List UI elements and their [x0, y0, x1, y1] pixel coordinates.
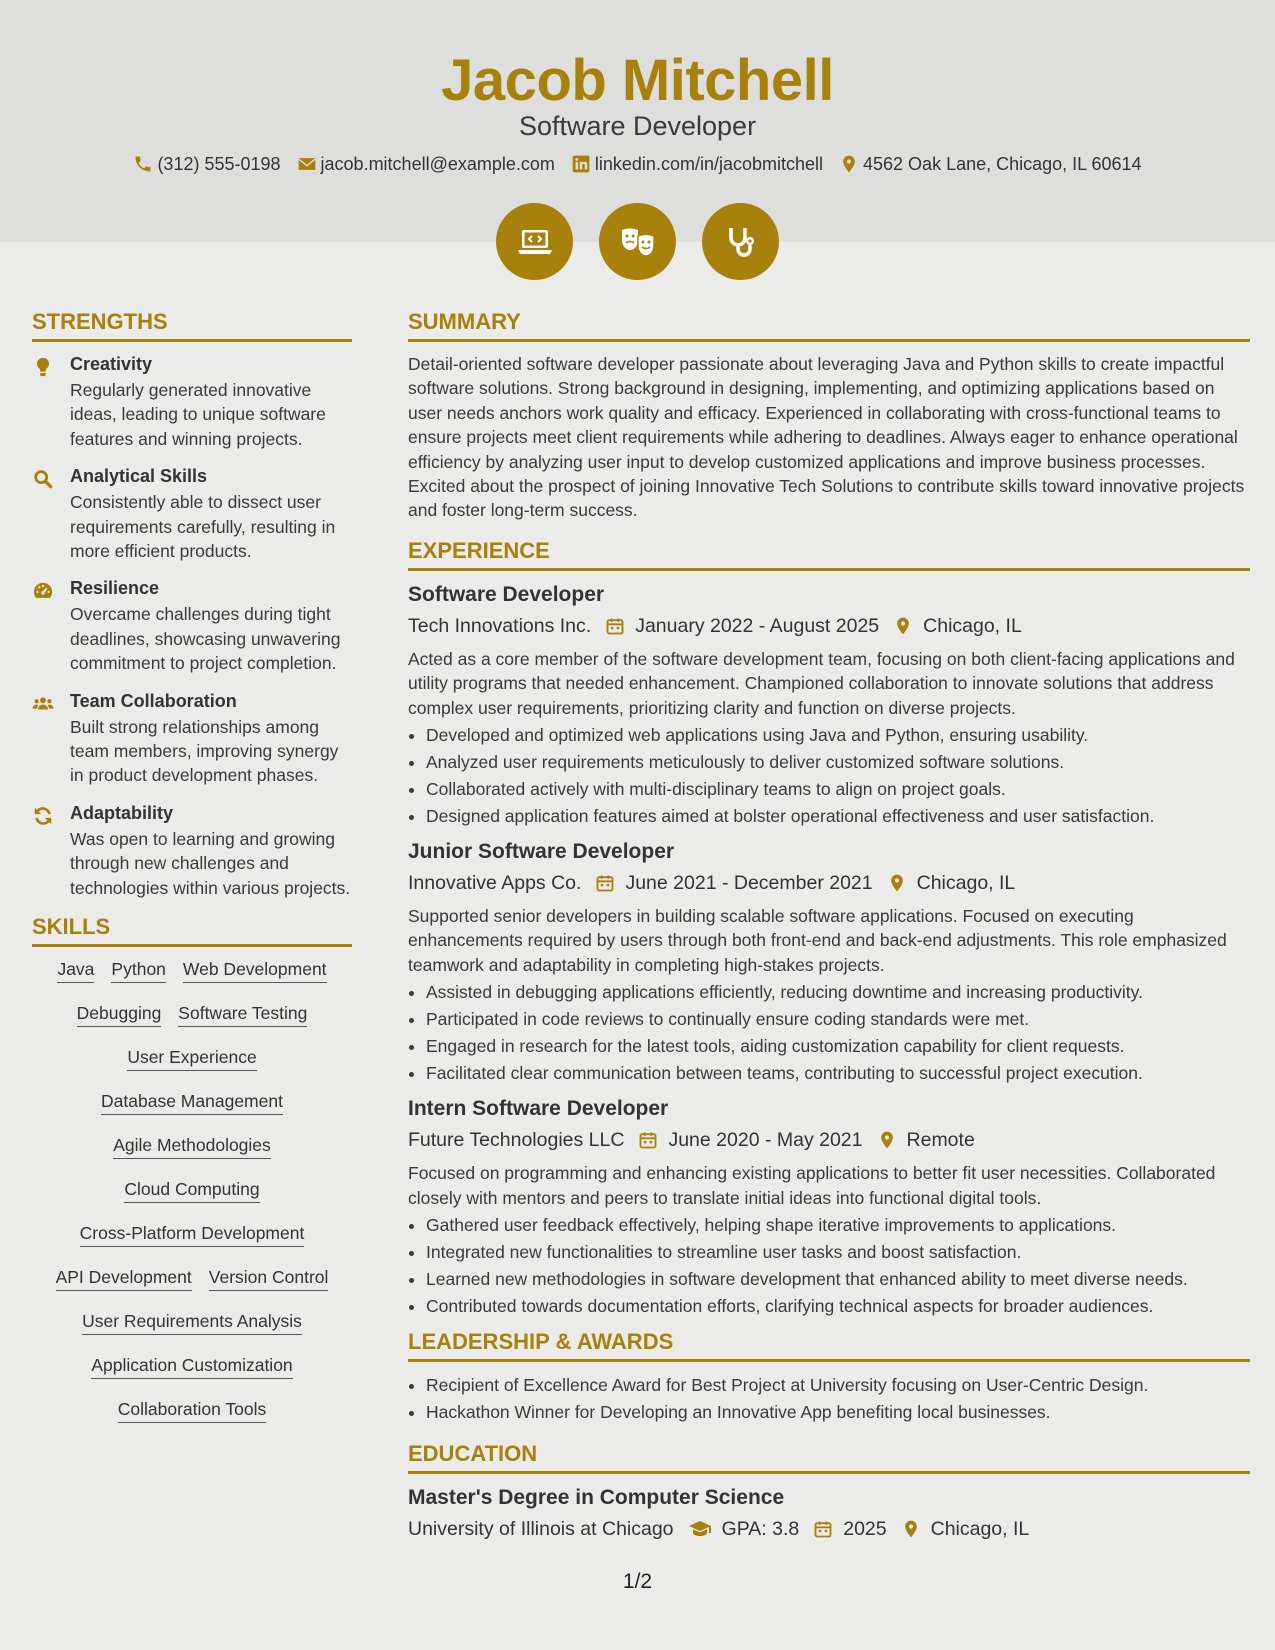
- skill-tag: Cross-Platform Development: [80, 1221, 305, 1247]
- stethoscope-icon: [721, 222, 761, 262]
- edu-location: Chicago, IL: [930, 1518, 1030, 1541]
- skill-tag: Agile Methodologies: [113, 1133, 271, 1159]
- job-meta: [408, 868, 1250, 898]
- strength-item: [32, 576, 352, 675]
- strength-title: Adaptability: [70, 802, 174, 823]
- strength-desc: Built strong relationships among team members, improving synergy in product development phases.: [70, 716, 339, 786]
- education-heading: EDUCATION: [408, 1440, 1250, 1474]
- skill-tag: Debugging: [77, 1001, 162, 1027]
- job-title: Intern Software Developer: [408, 1097, 669, 1121]
- job-entry: [408, 1095, 1250, 1320]
- job-dates: June 2020 - May 2021: [668, 1129, 863, 1152]
- right-column: [408, 308, 1250, 1550]
- sync-icon: [32, 805, 54, 827]
- badge-stethoscope: [702, 203, 779, 280]
- leadership-heading: LEADERSHIP & AWARDS: [408, 1328, 1250, 1362]
- skill-tag: User Requirements Analysis: [82, 1309, 302, 1335]
- gpa-text: GPA: 3.8: [721, 1518, 800, 1541]
- search-icon: [32, 468, 54, 490]
- skill-tag: User Experience: [127, 1045, 256, 1071]
- strength-title: Team Collaboration: [70, 690, 237, 711]
- skill-tag: Version Control: [209, 1265, 329, 1291]
- contact-phone[interactable]: [133, 151, 280, 177]
- skills-row: [32, 1133, 352, 1159]
- skill-tag: Database Management: [101, 1089, 283, 1115]
- skills-row: [32, 1309, 352, 1335]
- list-item: • Designed application features aimed at bolster operational effectiveness and user satisfaction.: [426, 803, 1250, 830]
- strength-desc: Consistently able to dissect user requirements carefully, resulting in more efficient products.: [70, 492, 336, 562]
- skill-tag: Application Customization: [91, 1353, 292, 1379]
- list-item: • Gathered user feedback effectively, helping shape iterative improvements to applications.: [426, 1212, 1250, 1239]
- list-item: • Collaborated actively with multi-disciplinary teams to align on project goals.: [426, 776, 1250, 803]
- job-bullets: [408, 1212, 1250, 1320]
- phone-icon: [133, 154, 153, 174]
- strength-item: [32, 801, 352, 900]
- list-item: • Facilitated clear communication between teams, contributing to successful project execution.: [426, 1060, 1250, 1087]
- address-text: 4562 Oak Lane, Chicago, IL 60614: [863, 154, 1142, 174]
- job-meta: [408, 1125, 1250, 1155]
- job-description: Supported senior developers in building scalable software applications. Focused on executing enhancements required by users through both front-end and back-end adjustments. This role emphasized teamwork and adaptability in completing high-stakes projects.: [408, 906, 1227, 975]
- list-item: • Analyzed user requirements meticulously to deliver customized software solutions.: [426, 749, 1250, 776]
- strength-item: [32, 464, 352, 563]
- skill-tag: Python: [111, 957, 165, 983]
- strength-desc: Overcame challenges during tight deadlines, showcasing unwavering commitment to project completion.: [70, 604, 341, 674]
- skill-tag: Collaboration Tools: [118, 1397, 267, 1423]
- interest-badges: [0, 203, 1275, 280]
- list-item: • Developed and optimized web applications using Java and Python, ensuring usability.: [426, 722, 1250, 749]
- linkedin-icon: [571, 154, 591, 174]
- job-description: Acted as a core member of the software development team, focusing on both client-facing applications and utility programs that needed enhancement. Championed collaboration to innovate solutions that address complex user requirements, prioritizing clarity and function on diverse projects.: [408, 648, 1235, 718]
- list-item: • Integrated new functionalities to streamline user tasks and boost satisfaction.: [426, 1239, 1250, 1266]
- experience-list: [408, 581, 1250, 1320]
- skill-tag: API Development: [56, 1265, 192, 1291]
- calendar-icon: [605, 616, 625, 636]
- contact-linkedin[interactable]: [571, 151, 823, 177]
- skills-row: [32, 1001, 352, 1027]
- left-column: [32, 308, 352, 1441]
- candidate-name: Jacob Mitchell: [441, 48, 834, 113]
- skills-heading: SKILLS: [32, 913, 352, 947]
- job-dates: June 2021 - December 2021: [625, 872, 873, 895]
- candidate-title: Software Developer: [518, 111, 757, 141]
- education-meta: [408, 1514, 1250, 1544]
- strength-title: Analytical Skills: [70, 466, 208, 487]
- summary-heading: SUMMARY: [408, 308, 1250, 342]
- laptop-code-icon: [515, 222, 555, 262]
- strength-title: Resilience: [70, 578, 160, 599]
- strength-item: [32, 352, 352, 451]
- contact-bar: [0, 151, 1275, 177]
- job-location: Chicago, IL: [916, 872, 1016, 895]
- skills-list: [32, 957, 352, 1423]
- strength-title: Creativity: [70, 354, 153, 374]
- job-dates: January 2022 - August 2025: [635, 614, 880, 637]
- skill-tag: Software Testing: [178, 1001, 307, 1027]
- company-name: Tech Innovations Inc.: [408, 614, 592, 637]
- badge-laptop: [496, 203, 573, 280]
- list-item: • Contributed towards documentation efforts, clarifying technical aspects for broader audiences.: [426, 1293, 1250, 1320]
- job-meta: [408, 611, 1250, 641]
- map-marker-icon: [877, 1130, 897, 1150]
- map-marker-icon: [901, 1519, 921, 1539]
- map-marker-icon: [839, 154, 859, 174]
- strength-desc: Regularly generated innovative ideas, leading to unique software features and winning projects.: [70, 380, 326, 449]
- gauge-icon: [32, 580, 54, 602]
- phone-text: (312) 555-0198: [157, 154, 281, 174]
- skills-row: [32, 1045, 352, 1071]
- list-item: • Assisted in debugging applications efficiently, reducing downtime and increasing productivity.: [426, 979, 1250, 1006]
- job-location: Chicago, IL: [923, 614, 1022, 637]
- school-name: University of Illinois at Chicago: [408, 1518, 674, 1541]
- company-name: Innovative Apps Co.: [408, 872, 582, 895]
- job-bullets: [408, 722, 1250, 830]
- list-item: • Participated in code reviews to continually ensure coding standards were met.: [426, 1006, 1250, 1033]
- experience-heading: EXPERIENCE: [408, 537, 1250, 571]
- badge-theater: [599, 203, 676, 280]
- calendar-icon: [813, 1519, 833, 1539]
- contact-email[interactable]: [297, 151, 555, 177]
- page-indicator: 1/2: [622, 1570, 653, 1593]
- users-icon: [32, 693, 54, 715]
- calendar-icon: [638, 1130, 658, 1150]
- calendar-icon: [595, 873, 615, 893]
- job-description: Focused on programming and enhancing existing applications to better fit user necessities. Collaborated closely with mentors and peers to translate initial ideas into functional digital tools.: [408, 1163, 1216, 1208]
- degree-title: Master's Degree in Computer Science: [408, 1486, 785, 1510]
- list-item: • Hackathon Winner for Developing an Innovative App benefiting local businesses.: [426, 1399, 1250, 1426]
- strengths-heading: STRENGTHS: [32, 308, 352, 342]
- job-title: Junior Software Developer: [408, 840, 675, 864]
- list-item: • Learned new methodologies in software development that enhanced ability to meet diverse needs.: [426, 1266, 1250, 1293]
- strength-item: [32, 689, 352, 788]
- job-entry: [408, 838, 1250, 1087]
- map-marker-icon: [887, 873, 907, 893]
- skills-row: [32, 1177, 352, 1203]
- edu-year: 2025: [843, 1518, 887, 1541]
- skill-tag: Web Development: [183, 957, 327, 983]
- skills-row: [32, 1397, 352, 1423]
- map-marker-icon: [893, 616, 913, 636]
- list-item: • Engaged in research for the latest tools, aiding customization capability for client requests.: [426, 1033, 1250, 1060]
- linkedin-text: linkedin.com/in/jacobmitchell: [594, 154, 824, 174]
- skills-row: [32, 957, 352, 983]
- job-location: Remote: [906, 1129, 975, 1152]
- job-bullets: [408, 979, 1250, 1087]
- graduation-cap-icon: [688, 1517, 712, 1541]
- skills-row: [32, 1353, 352, 1379]
- email-text: jacob.mitchell@example.com: [320, 154, 555, 174]
- skills-row: [32, 1221, 352, 1247]
- skills-row: [32, 1265, 352, 1291]
- envelope-icon: [297, 154, 317, 174]
- theater-masks-icon: [618, 222, 658, 262]
- skill-tag: Cloud Computing: [124, 1177, 259, 1203]
- job-title: Software Developer: [408, 582, 605, 606]
- job-entry: [408, 581, 1250, 830]
- contact-address: [839, 151, 1142, 177]
- company-name: Future Technologies LLC: [408, 1129, 625, 1152]
- list-item: • Recipient of Excellence Award for Best Project at University focusing on User-Centric Design.: [426, 1372, 1250, 1399]
- summary-text: Detail-oriented software developer passionate about leveraging Java and Python skills to create impactful software solutions. Strong background in designing, implementing, and optimizing applications based on user needs anchors work quality and efficacy. Experienced in collaborating with cross-functional teams to ensure projects meet client requirements while adhering to deadlines. Always eager to enhance operational efficiency by analyzing user input to develop customized applications and improve business processes. Excited about the prospect of joining Innovative Tech Solutions to contribute skills toward innovative projects and foster long-term success.: [408, 354, 1245, 521]
- strength-desc: Was open to learning and growing through new challenges and technologies within various projects.: [70, 828, 351, 898]
- lightbulb-icon: [32, 356, 54, 378]
- skill-tag: Java: [57, 957, 94, 983]
- leadership-list: [408, 1372, 1250, 1426]
- skills-row: [32, 1089, 352, 1115]
